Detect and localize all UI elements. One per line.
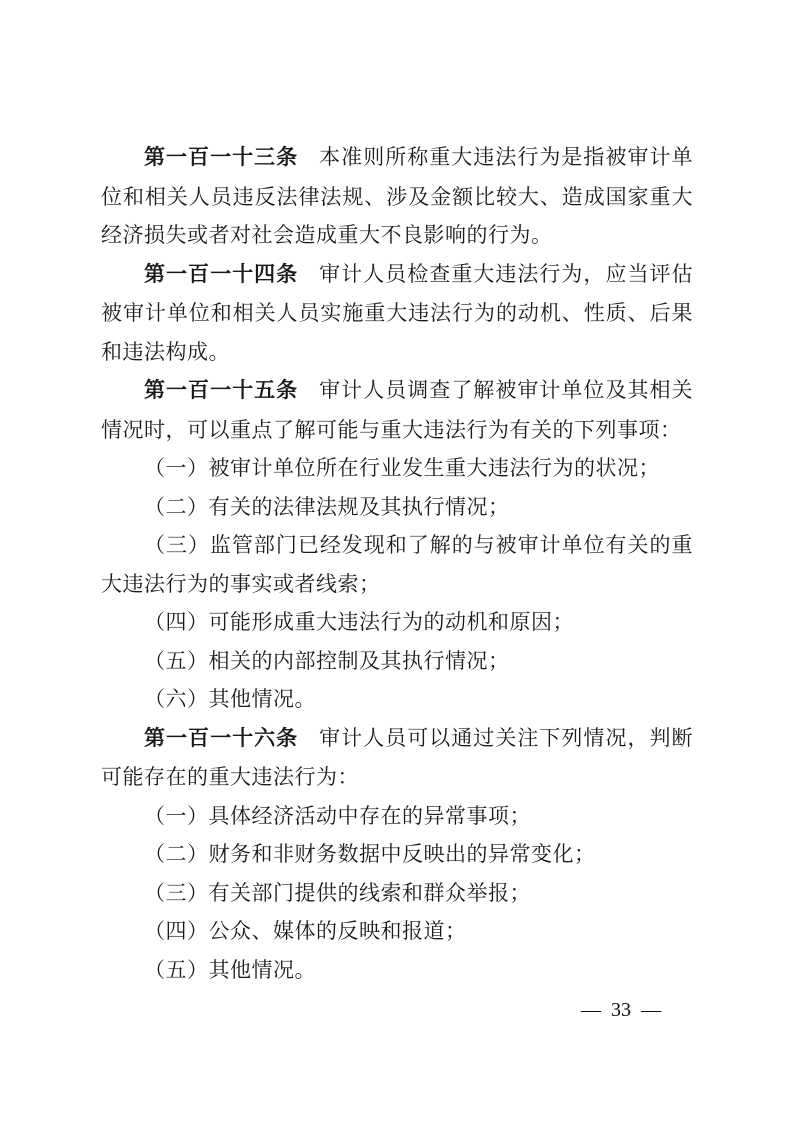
list-item-text: （四）可能形成重大违法行为的动机和原因； — [144, 610, 574, 634]
list-item-paragraph — [101, 951, 693, 990]
page-number: 33 — [611, 999, 631, 1021]
list-item-text: （四）公众、媒体的反映和报道； — [144, 919, 467, 943]
article-paragraph — [101, 255, 693, 372]
article-number: 第一百一十三条 — [144, 146, 299, 169]
list-item-paragraph — [101, 642, 693, 681]
article-text: 审计人员检查重大违法行为，应当评估被审计单位和相关人员实施重大违法行为的动机、性质、后果和违法构成。 — [101, 261, 694, 364]
list-item-text: （一）被审计单位所在行业发生重大违法行为的状况； — [144, 456, 660, 480]
list-item-paragraph — [101, 680, 693, 719]
list-item-paragraph — [101, 449, 693, 488]
list-item-text: （六）其他情况。 — [144, 687, 316, 711]
article-number: 第一百一十四条 — [144, 262, 299, 286]
article-text: 审计人员调查了解被审计单位及其相关情况时，可以重点了解可能与重大违法行为有关的下列事项： — [101, 378, 694, 442]
list-item-paragraph — [101, 835, 693, 874]
article-number: 第一百一十五条 — [144, 379, 299, 402]
list-item-text: （五）相关的内部控制及其执行情况； — [144, 648, 510, 673]
article-number: 第一百一十六条 — [144, 726, 299, 750]
article-text: 本准则所称重大违法行为是指被审计单位和相关人员违反法律法规、涉及金额比较大、造成国家重大经济损失或者对社会造成重大不良影响的行为。 — [101, 145, 694, 247]
list-item-paragraph — [101, 603, 693, 642]
article-paragraph — [101, 371, 693, 449]
list-item-text: （二）财务和非财务数据中反映出的异常变化； — [144, 842, 596, 866]
page-number-dash-right: — — [641, 999, 661, 1021]
article-text: 审计人员可以通过关注下列情况，判断可能存在的重大违法行为： — [101, 725, 694, 789]
document-body — [101, 138, 693, 989]
page-number-dash-left: — — [581, 999, 601, 1021]
list-item-paragraph — [101, 874, 693, 913]
list-item-text: （五）其他情况。 — [144, 957, 316, 982]
list-item-text: （二）有关的法律法规及其执行情况； — [144, 494, 510, 519]
list-item-paragraph — [101, 912, 693, 951]
article-paragraph — [101, 719, 693, 797]
list-item-text: （三）有关部门提供的线索和群众举报； — [144, 880, 531, 905]
list-item-text: （一）具体经济活动中存在的异常事项； — [144, 803, 531, 828]
list-item-text: （三）监管部门已经发现和了解的与被审计单位有关的重大违法行为的事实或者线索； — [101, 533, 693, 596]
page-number-footer — [571, 997, 671, 1023]
article-paragraph — [101, 138, 693, 255]
list-item-paragraph — [101, 797, 693, 836]
list-item-paragraph — [101, 526, 693, 603]
list-item-paragraph — [101, 488, 693, 527]
